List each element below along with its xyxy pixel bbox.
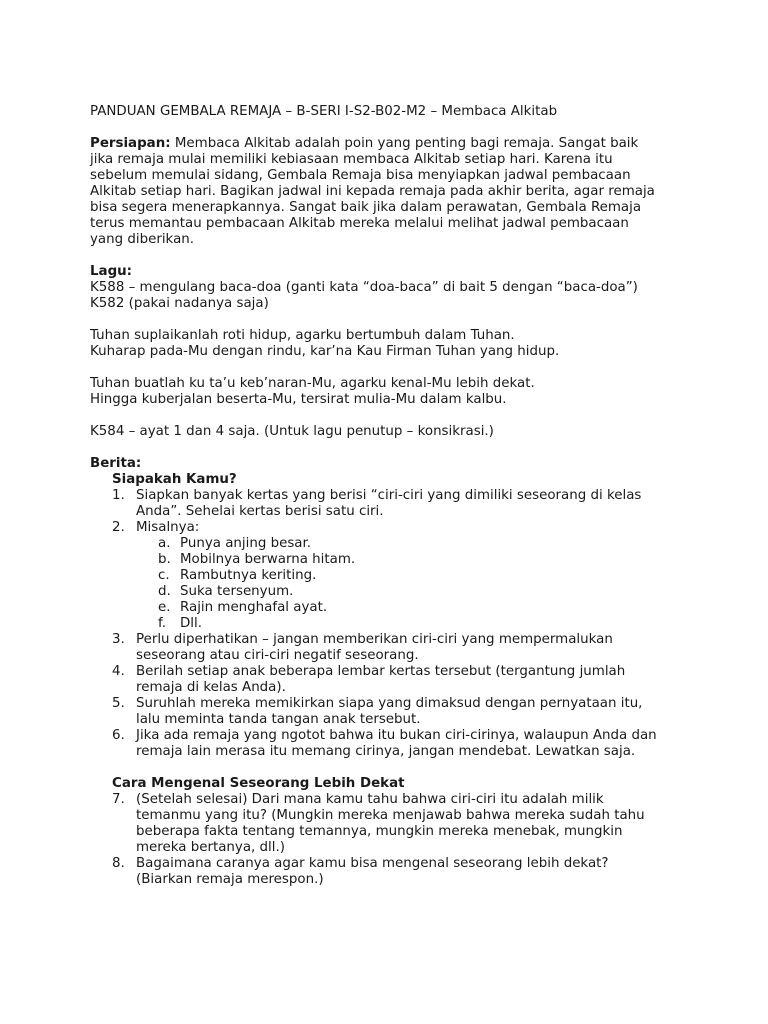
- sub-list-item: [90, 552, 690, 568]
- sub-list-text: Punya anjing besar.: [180, 536, 312, 551]
- section-title-siapakah-kamu: Siapakah Kamu?: [112, 472, 237, 487]
- list-item: [90, 488, 690, 520]
- list-item-text: temanmu yang itu? (Mungkin mereka menjawab bahwa mereka sudah tahu: [136, 808, 645, 823]
- sub-list-item: [90, 616, 690, 632]
- sub-list-letter: e.: [158, 600, 171, 615]
- list-number: 2.: [112, 520, 125, 535]
- verse-line: Tuhan buatlah ku ta’u keb’naran-Mu, agarku kenal-Mu lebih dekat.: [90, 376, 535, 391]
- closing-song-line: K584 – ayat 1 dan 4 saja. (Untuk lagu penutup – konsikrasi.): [90, 424, 494, 439]
- sub-list-letter: f.: [158, 616, 166, 631]
- verse-line: Tuhan suplaikanlah roti hidup, agarku bertumbuh dalam Tuhan.: [90, 328, 515, 343]
- persiapan-line: yang diberikan.: [90, 232, 195, 247]
- sub-list-item: [90, 536, 690, 552]
- document-title: PANDUAN GEMBALA REMAJA – B-SERI I-S2-B02-M2 – Membaca Alkitab: [90, 104, 558, 119]
- sub-list-text: Suka tersenyum.: [180, 584, 294, 599]
- list-item-text: Perlu diperhatikan – jangan memberikan ciri-ciri yang mempermalukan: [136, 632, 613, 647]
- sub-list-item: [90, 600, 690, 616]
- sub-list-letter: d.: [158, 584, 171, 599]
- persiapan-line: sebelum memulai sidang, Gembala Remaja bisa menyiapkan jadwal pembacaan: [90, 168, 631, 183]
- list-number: 5.: [112, 696, 125, 711]
- section-title-cara-mengenal: Cara Mengenal Seseorang Lebih Dekat: [112, 776, 405, 791]
- list-number: 4.: [112, 664, 125, 679]
- list-item-text: Bagaimana caranya agar kamu bisa mengenal seseorang lebih dekat?: [136, 856, 609, 871]
- sub-list-text: Rajin menghafal ayat.: [180, 600, 328, 615]
- list-item-text: (Biarkan remaja merespon.): [136, 872, 324, 887]
- persiapan-line: bisa segera menerapkannya. Sangat baik jika dalam perawatan, Gembala Remaja: [90, 200, 642, 215]
- persiapan-first-line: Membaca Alkitab adalah poin yang penting bagi remaja. Sangat baik: [170, 136, 639, 151]
- list-number: 6.: [112, 728, 125, 743]
- persiapan-paragraph: [90, 136, 690, 248]
- list-item-text: mereka bertanya, dll.): [136, 840, 285, 855]
- list-number: 3.: [112, 632, 125, 647]
- sub-list-letter: b.: [158, 552, 171, 567]
- list-item: [90, 728, 690, 760]
- list-item: [90, 792, 690, 856]
- sub-list-letter: c.: [158, 568, 170, 583]
- list-item: [90, 520, 690, 536]
- berita-label: Berita:: [90, 456, 142, 471]
- list-item-text: remaja lain merasa itu memang cirinya, jangan mendebat. Lewatkan saja.: [136, 744, 636, 759]
- list-number: 7.: [112, 792, 125, 807]
- lagu-line: K588 – mengulang baca-doa (ganti kata “doa-baca” di bait 5 dengan “baca-doa”): [90, 280, 638, 295]
- list-item: [90, 664, 690, 696]
- list-item: [90, 856, 690, 888]
- list-item-text: Anda”. Sehelai kertas berisi satu ciri.: [136, 504, 384, 519]
- sub-list-text: Rambutnya keriting.: [180, 568, 317, 583]
- list-item-text: remaja di kelas Anda).: [136, 680, 286, 695]
- verse-line: Kuharap pada-Mu dengan rindu, kar’na Kau Firman Tuhan yang hidup.: [90, 344, 560, 359]
- persiapan-line: Alkitab setiap hari. Bagikan jadwal ini kepada remaja pada akhir berita, agar remaja: [90, 184, 655, 199]
- lagu-line: K582 (pakai nadanya saja): [90, 296, 269, 311]
- list-item-text: lalu meminta tanda tangan anak tersebut.: [136, 712, 421, 727]
- list-item-text: Berilah setiap anak beberapa lembar kertas tersebut (tergantung jumlah: [136, 664, 626, 679]
- sub-list-item: [90, 568, 690, 584]
- list-item-text: Misalnya:: [136, 520, 200, 535]
- persiapan-line: terus memantau pembacaan Alkitab mereka melalui melihat jadwal pembacaan: [90, 216, 629, 231]
- lagu-section: [90, 264, 690, 440]
- berita-section: [90, 456, 690, 888]
- list-item-text: seseorang atau ciri-ciri negatif seseorang.: [136, 648, 419, 663]
- list-number: 8.: [112, 856, 125, 871]
- list-item: [90, 696, 690, 728]
- lagu-label: Lagu:: [90, 264, 133, 279]
- list-item-text: Suruhlah mereka memikirkan siapa yang dimaksud dengan pernyataan itu,: [136, 696, 643, 711]
- list-number: 1.: [112, 488, 125, 503]
- document-page: [90, 104, 690, 888]
- list-item: [90, 632, 690, 664]
- list-item-text: beberapa fakta tentang temannya, mungkin mereka menebak, mungkin: [136, 824, 623, 839]
- list-item-text: Jika ada remaja yang ngotot bahwa itu bukan ciri-cirinya, walaupun Anda dan: [136, 728, 657, 743]
- list-item-text: Siapkan banyak kertas yang berisi “ciri-ciri yang dimiliki seseorang di kelas: [136, 488, 642, 503]
- sub-list-text: Dll.: [180, 616, 203, 631]
- persiapan-line: jika remaja mulai memiliki kebiasaan membaca Alkitab setiap hari. Karena itu: [90, 152, 613, 167]
- sub-list-item: [90, 584, 690, 600]
- verse-line: Hingga kuberjalan beserta-Mu, tersirat mulia-Mu dalam kalbu.: [90, 392, 507, 407]
- list-item-text: (Setelah selesai) Dari mana kamu tahu bahwa ciri-ciri itu adalah milik: [136, 792, 604, 807]
- persiapan-label: Persiapan:: [90, 136, 171, 151]
- sub-list-text: Mobilnya berwarna hitam.: [180, 552, 356, 567]
- sub-list-letter: a.: [158, 536, 171, 551]
